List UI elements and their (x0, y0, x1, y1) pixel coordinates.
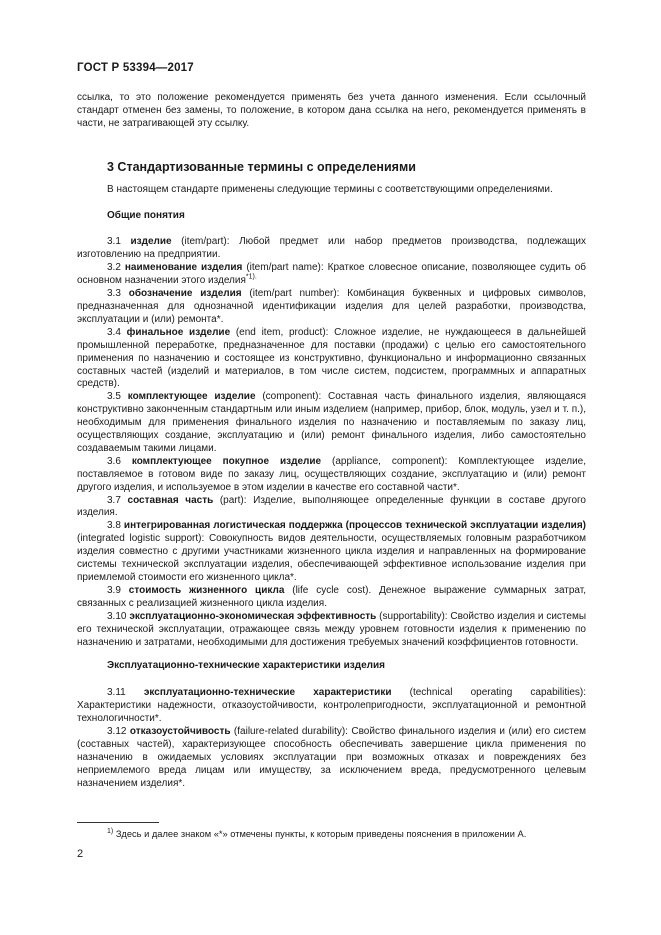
term-definition (77, 391, 586, 456)
term-footnote-mark: *1). (245, 273, 257, 281)
term-name: комплектующее изделие (127, 391, 256, 403)
term-definition (77, 585, 586, 611)
term-definition (77, 456, 586, 495)
term-name: наименование изделия (124, 262, 243, 274)
term-text: (item/part): Любой предмет или набор предметов производства, подлежащих изготовлению на предприятии. (77, 236, 586, 261)
continued-paragraph: ссылка, то это положение рекомендуется применять без учета данного изменения. Если ссылочный стандарт отменен без замены, то положение, в котором дана ссылка на него, рекомендуется применять в части, не затрагивающей эту ссылку. (77, 92, 586, 129)
term-text: (appliance, component): Комплектующее изделие, поставляемое в готовом виде по заказу лиц, осуществляющих создание, эксплуатацию и (или) ремонт другого изделия, и используемое в этом изделии в качестве его составной части*. (77, 455, 587, 493)
footnote (107, 828, 526, 840)
term-text: (technical operating capabilities): Характеристики надежности, отказоустойчивости, контролепригодности, эксплуатационной и ремонтной технологичности*. (77, 687, 586, 725)
term-number: 3.10 (107, 610, 127, 622)
term-name: комплектующее покупное изделие (131, 455, 322, 467)
term-name: финальное изделие (126, 326, 231, 338)
term-definition (77, 687, 586, 726)
term-definition (77, 520, 586, 585)
page-body (77, 92, 586, 791)
term-text: (life cycle cost). Денежное выражение суммарных затрат, связанных с реализацией жизненного цикла изделия. (77, 584, 587, 609)
term-text: (supportability): Свойство изделия и системы его технической эксплуатации, отражающее связь между уровнем готовности изделия к применению по назначению и затратами, необходимыми для достижения требуемых значений коэффициентов готовности. (77, 610, 587, 648)
term-number: 3.8 (107, 520, 121, 532)
term-number: 3.5 (107, 391, 121, 403)
footnote-text: Здесь и далее знаком «*» отмечены пункты, к которым приведены пояснения в приложении А. (113, 829, 527, 839)
term-text: (item/part number): Комбинация буквенных и цифровых символов, предназначенная для однозначной идентификации изделия для целей разработки, производства, эксплуатации и (или) ремонта*. (77, 288, 586, 325)
term-name: отказоустойчивость (129, 726, 231, 738)
term-name: стоимость жизненного цикла (128, 584, 285, 596)
term-name: интегрированная логистическая поддержка (процессов технической эксплуатации изделия) (123, 520, 586, 532)
term-number: 3.9 (107, 584, 121, 596)
group-heading-characteristics: Эксплуатационно-технические характеристики изделия (107, 660, 385, 672)
term-definition (77, 726, 586, 791)
document-header: ГОСТ Р 53394—2017 (77, 62, 194, 74)
term-text: (end item, product): Сложное изделие, не нуждающееся в дальнейшей промышленной переработке, предназначенное для поставки (продажи) с целью его самостоятельного применения по назначению и состоящее из конструктивно, функционально и информационно связанных составных частей (изделий и материалов, в том числе систем, подсистем, программных и аппаратных средств). (77, 326, 586, 390)
term-number: 3.6 (107, 455, 121, 467)
term-number: 3.12 (107, 726, 127, 738)
term-definition (77, 288, 586, 327)
page-number: 2 (77, 848, 84, 860)
section-intro: В настоящем стандарте применены следующие термины с соответствующими определениями. (107, 183, 553, 195)
group-heading-general: Общие понятия (107, 209, 185, 221)
term-number: 3.3 (107, 288, 121, 300)
term-number: 3.4 (107, 326, 121, 338)
footnote-mark: 1) (107, 827, 114, 835)
term-name: изделие (130, 236, 172, 248)
term-number: 3.2 (107, 262, 121, 274)
term-name: эксплуатационно-технические характеристики (143, 687, 392, 699)
term-text: (component): Составная часть финального изделия, являющаяся конструктивно законченным стандартным или иным изделием (например, прибор, блок, модуль, узел и т. п.), необходимым для применения финального изделия по назначению и поставляемым по заказу лиц, осуществляющих создание, эксплуатацию и (или) ремонт финального изделия, либо самостоятельно создаваемым такими лицами. (77, 391, 586, 454)
term-definition (77, 611, 586, 650)
term-name: составная часть (127, 494, 214, 506)
term-list-general (77, 236, 586, 649)
section-title: 3 Стандартизованные термины с определениями (107, 159, 416, 174)
term-definition (77, 327, 586, 392)
term-text: (failure-related durability): Свойство финального изделия и (или) его систем (составных частей), характеризующее способность обеспечивать завершение цикла применения по назначению в ожидаемых условиях эксплуатации при возможных отказах и повреждениях без неприемлемого вреда лицам или имуществу, за исключением вреда, предусмотренного целевым назначением изделия*. (77, 726, 586, 789)
term-text: (part): Изделие, выполняющее определенные функции в составе другого изделия. (77, 494, 586, 519)
term-definition (77, 495, 586, 521)
term-number: 3.1 (107, 236, 121, 248)
term-number: 3.7 (107, 494, 121, 506)
term-number: 3.11 (107, 687, 126, 699)
term-definition (77, 262, 586, 288)
footnote-separator (77, 822, 159, 823)
term-text: (integrated logistic support): Совокупность видов деятельности, осуществляемых головным разработчиком изделия совместно с другими участниками жизненного цикла изделия и направленных на формирование системы технической эксплуатации изделия, обеспечивающей эффективное использование изделия при приемлемой стоимости его жизненного цикла*. (77, 533, 586, 583)
term-name: эксплуатационно-экономическая эффективность (129, 610, 377, 622)
term-text: (item/part name): Краткое словесное описание, позволяющее судить об основном назначении этого изделия (77, 262, 587, 287)
term-name: обозначение изделия (128, 288, 242, 300)
term-list-characteristics (77, 687, 586, 790)
term-definition (77, 236, 586, 262)
